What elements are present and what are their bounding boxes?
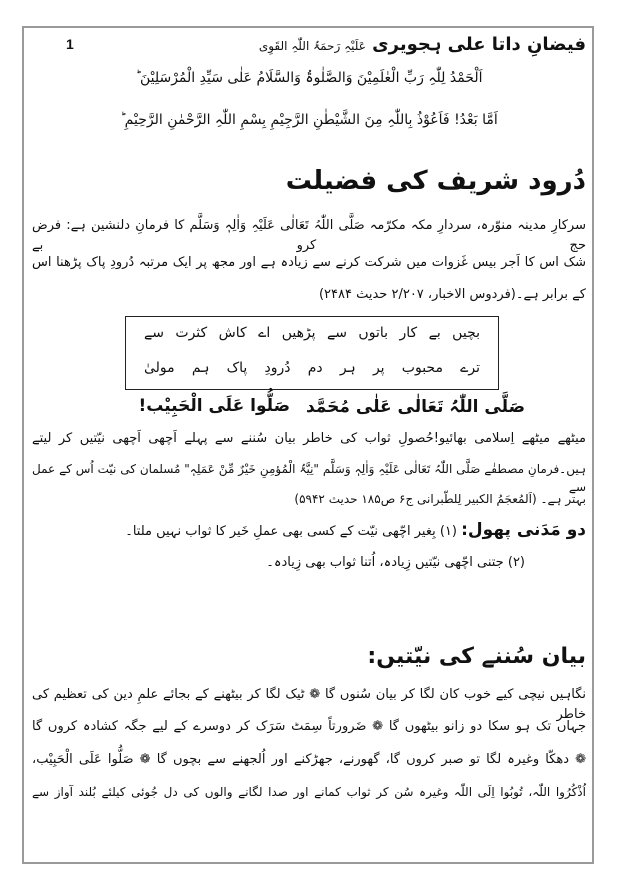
section-heading-niyyatein: بیان سُننے کی نیّتیں: [367, 644, 586, 669]
madani-phool-line-1 [125, 520, 586, 540]
paragraph-line: اُذْکُرُوا اللّٰہ، تُوبُوا اِلَی اللّٰہ وغیرہ سُن کر ثواب کمانے اور صدا لگانے والوں کی دل جُوئی کیلئے بُلند آواز سے [32, 785, 586, 799]
paragraph-line: بہتر ہے۔ (اَلمُعجَمُ الکبیر لِلطّبرانی ج۶ ص۱۸۵ حدیث ۵۹۴۲) [294, 492, 586, 506]
poem-line: بچیں بے کار باتوں سے پڑھیں اے کاش کثرت سے [144, 325, 480, 341]
poem-line: ترے محبوب پر ہر دم دُرودِ پاک ہم مولیٰ [144, 360, 480, 376]
book-title: فیضانِ داتا علی ہجویری [372, 34, 586, 55]
opening-line-1: اَلْحَمْدُ لِلّٰہِ رَبِّ الْعٰلَمِیْنَ وَالصَّلٰوۃُ وَالسَّلَامُ عَلٰی سَیِّدِ الْمُرْسَلِیْنَ ؕ [135, 70, 483, 86]
paragraph-line: کے برابر ہے۔(فردوس الاخبار، ۲/۲۰۷ حدیث ۲۴۸۴) [318, 287, 586, 302]
paragraph-line: ہیں۔فرمانِ مصطفٰے صَلَّی اللّٰہُ تَعَالٰی عَلَیْہِ وَاٰلِہٖ وَسَلَّم "نِیَّۃُ الْمُؤمِنِ خَیْرٌ مِّنْ عَمَلِہٖ" مُسلمان کی نیّت اُس کے عمل سے [32, 462, 586, 494]
page-number: 1 [66, 36, 74, 52]
page-header-title [259, 34, 586, 55]
madani-phool-2: (۲) جتنی اچّھی نیّتیں زِیادہ، اُتنا ثواب بھی زِیادہ۔ [266, 555, 525, 570]
paragraph-line: نگاہیں نیچی کیے خوب کان لگا کر بیان سُنوں گا ❁ ٹیک لگا کر بیٹھنے کے بجائے علمِ دین کی تعظیم کی خاطر [32, 687, 586, 722]
salutation-right: صَلَّی اللّٰہُ تَعَالٰی عَلٰی مُحَمَّد [305, 397, 525, 417]
book-title-suffix: عَلَیْہِ رَحمَۃُ اللّٰہِ القَوِی [258, 39, 366, 53]
madani-phool-1: (۱) بِغیر اچّھی نیّت کے کسی بھی عملِ خَیر کا ثواب نہیں ملتا۔ [125, 524, 457, 539]
madani-phool-label: دو مَدَنی پھول: [461, 520, 586, 540]
poem-box [125, 316, 499, 390]
opening-line-2: اَمَّا بَعْدُ! فَاَعُوْذُ بِاللّٰہِ مِنَ الشَّیْطٰنِ الرَّجِیْمِ بِسْمِ اللّٰہِ الرَّحْمٰنِ الرَّحِیْمِ ؕ [120, 112, 498, 128]
paragraph-line: سرکارِ مدینہ منوّرہ، سردارِ مکہ مکرّمہ صَلَّی اللّٰہُ تَعَالٰی عَلَیْہِ وَاٰلِہٖ وَسَلَّم کا فرمانِ دلنشین ہے: فرض حج کرو بے [32, 218, 586, 253]
paragraph-line: ❁ دھکّا وغیرہ لگا تو صبر کروں گا، گھورنے، جھڑکنے اور اُلجھنے سے بچوں گا ❁ صَلُّوا عَلَی الْحَبِیْب، [32, 752, 586, 767]
section-heading-durood: دُرود شریف کی فضیلت [285, 166, 586, 196]
paragraph-line: شک اس کا اَجر بیس غَزوات میں شرکت کرنے سے زیادہ ہے اور مجھ پر ایک مرتبہ دُرودِ پاک پڑھنا اس [32, 255, 586, 270]
salutation-left: صَلُّوا عَلَی الْحَبِیْب! [138, 396, 290, 416]
paragraph-line: میٹھے میٹھے اِسلامی بھائیو!حُصولِ ثواب کی خاطر بیان سُننے سے پہلے اَچھی اَچھی نیّتیں کر لیتے [32, 431, 586, 446]
paragraph-line: جہاں تک ہو سکا دو زانو بیٹھوں گا ❁ ضَرورتاً سِمَٹ سَرَک کر دوسرے کے لیے جگہ کشادہ کروں گا [32, 719, 586, 734]
